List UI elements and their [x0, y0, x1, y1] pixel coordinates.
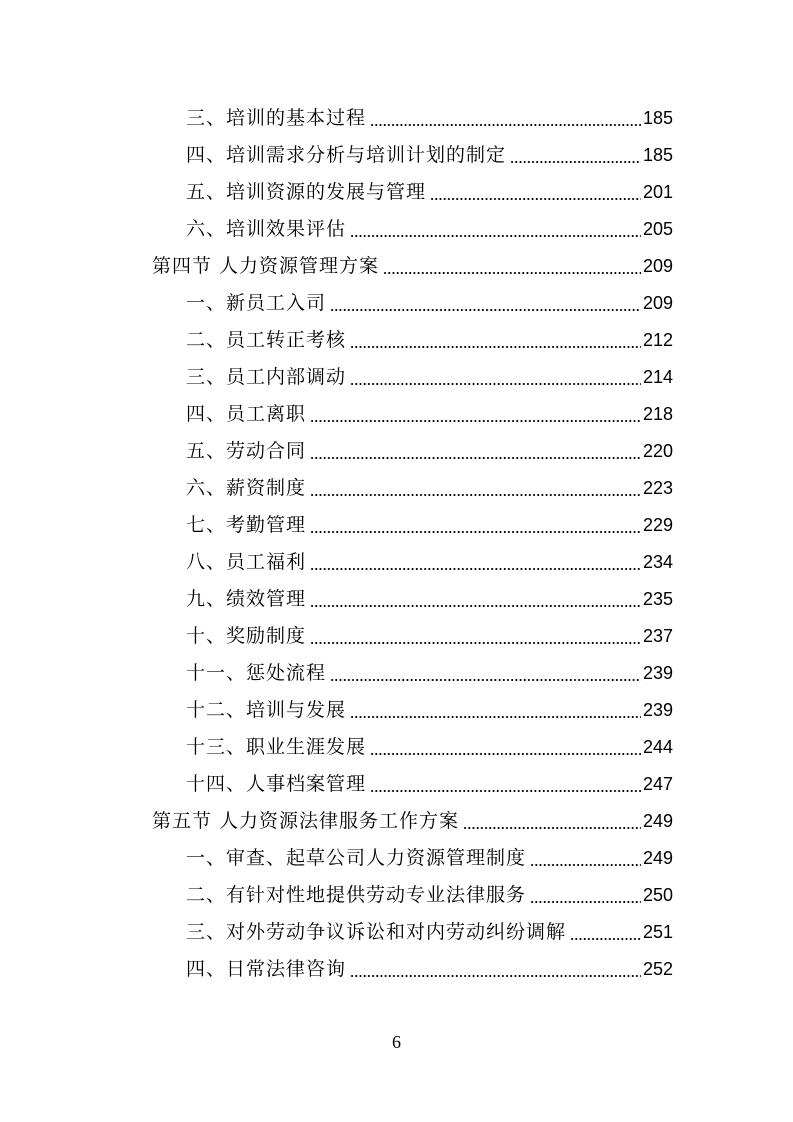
toc-entry[interactable]	[186, 137, 673, 174]
toc-entry-page: 209	[642, 256, 673, 276]
toc-leader-dots	[330, 285, 641, 322]
toc-leader-dots	[463, 803, 641, 840]
toc-leader-dots	[570, 914, 641, 951]
toc-entry[interactable]	[186, 914, 673, 951]
toc-entry-title: 一、审查、起草公司人力资源管理制度	[186, 847, 527, 869]
toc-entry[interactable]	[186, 174, 673, 211]
toc-leader-dots	[310, 544, 641, 581]
toc-entry-title: 九、绩效管理	[186, 588, 307, 610]
toc-entry-title: 三、员工内部调动	[186, 366, 347, 388]
toc-entry-page: 229	[642, 515, 673, 535]
toc-entry-page: 212	[642, 330, 673, 350]
toc-entry-page: 234	[642, 552, 673, 572]
toc-leader-dots	[350, 322, 641, 359]
toc-entry-page: 239	[642, 663, 673, 683]
toc-leader-dots	[510, 137, 641, 174]
toc-entry[interactable]	[186, 544, 673, 581]
toc-entry[interactable]	[186, 692, 673, 729]
toc-entry-page: 247	[642, 774, 673, 794]
toc-leader-dots	[530, 877, 641, 914]
toc-entry-title: 二、有针对性地提供劳动专业法律服务	[186, 884, 527, 906]
toc-leader-dots	[350, 692, 641, 729]
toc-entry-page: 235	[642, 589, 673, 609]
toc-entry[interactable]	[186, 359, 673, 396]
toc-leader-dots	[383, 248, 641, 285]
toc-entry-page: 223	[642, 478, 673, 498]
toc-entry-title: 三、培训的基本过程	[186, 107, 367, 129]
toc-entry-title: 三、对外劳动争议诉讼和对内劳动纠纷调解	[186, 921, 567, 943]
toc-leader-dots	[370, 766, 641, 803]
toc-entry-title: 四、日常法律咨询	[186, 958, 347, 980]
toc-entry-page: 185	[642, 108, 673, 128]
toc-entry[interactable]	[186, 840, 673, 877]
toc-entry-title: 十二、培训与发展	[186, 699, 347, 721]
toc-entry-page: 249	[642, 811, 673, 831]
toc-entry-title: 五、培训资源的发展与管理	[186, 181, 427, 203]
toc-leader-dots	[350, 951, 641, 988]
toc-entry-title: 十一、惩处流程	[186, 662, 327, 684]
toc-entry-page: 244	[642, 737, 673, 757]
toc-entry-title: 四、员工离职	[186, 403, 307, 425]
toc-entry-page: 214	[642, 367, 673, 387]
toc-entry-title: 一、新员工入司	[186, 292, 327, 314]
toc-entry-page: 218	[642, 404, 673, 424]
toc-entry-page: 220	[642, 441, 673, 461]
toc-entry[interactable]	[186, 100, 673, 137]
toc-entry-title: 七、考勤管理	[186, 514, 307, 536]
toc-entry-page: 205	[642, 219, 673, 239]
page-number: 6	[392, 1032, 401, 1052]
toc-entry[interactable]	[186, 322, 673, 359]
toc-section-entry[interactable]	[152, 803, 673, 840]
toc-leader-dots	[310, 581, 641, 618]
toc-entry[interactable]	[186, 211, 673, 248]
toc-entry-page: 249	[642, 848, 673, 868]
toc-entry-page: 252	[642, 959, 673, 979]
toc-entry-title: 八、员工福利	[186, 551, 307, 573]
toc-entry-page: 237	[642, 626, 673, 646]
toc-leader-dots	[370, 100, 641, 137]
toc-entry[interactable]	[186, 433, 673, 470]
toc-leader-dots	[350, 359, 641, 396]
toc-leader-dots	[310, 470, 641, 507]
toc-entry-page: 209	[642, 293, 673, 313]
toc-entry[interactable]	[186, 951, 673, 988]
toc-entry-title: 第五节 人力资源法律服务工作方案	[152, 810, 460, 832]
toc-leader-dots	[330, 655, 641, 692]
toc-leader-dots	[310, 507, 641, 544]
toc-section-entry[interactable]	[152, 248, 673, 285]
toc-entry[interactable]	[186, 655, 673, 692]
toc-leader-dots	[310, 618, 641, 655]
toc-entry-title: 十四、人事档案管理	[186, 773, 367, 795]
toc-entry-title: 十、奖励制度	[186, 625, 307, 647]
toc-entry[interactable]	[186, 766, 673, 803]
toc-entry-title: 六、薪资制度	[186, 477, 307, 499]
toc-entry-page: 201	[642, 182, 673, 202]
toc-entry[interactable]	[186, 396, 673, 433]
toc-leader-dots	[370, 729, 641, 766]
toc-entry[interactable]	[186, 877, 673, 914]
toc-entry[interactable]	[186, 507, 673, 544]
toc-entry-title: 五、劳动合同	[186, 440, 307, 462]
toc-leader-dots	[530, 840, 641, 877]
toc-entry[interactable]	[186, 470, 673, 507]
toc-entry[interactable]	[186, 285, 673, 322]
toc-entry-title: 第四节 人力资源管理方案	[152, 255, 380, 277]
toc-entry[interactable]	[186, 729, 673, 766]
toc-leader-dots	[350, 211, 641, 248]
toc-leader-dots	[310, 433, 641, 470]
toc-entry-page: 185	[642, 145, 673, 165]
toc-entry-page: 250	[642, 885, 673, 905]
toc-entry-title: 十三、职业生涯发展	[186, 736, 367, 758]
toc-entry[interactable]	[186, 581, 673, 618]
toc-entry-page: 239	[642, 700, 673, 720]
toc-entry-title: 二、员工转正考核	[186, 329, 347, 351]
toc-entry-page: 251	[642, 922, 673, 942]
toc-leader-dots	[310, 396, 641, 433]
toc-entry[interactable]	[186, 618, 673, 655]
toc-leader-dots	[430, 174, 641, 211]
toc-entry-title: 四、培训需求分析与培训计划的制定	[186, 144, 507, 166]
toc-entry-title: 六、培训效果评估	[186, 218, 347, 240]
